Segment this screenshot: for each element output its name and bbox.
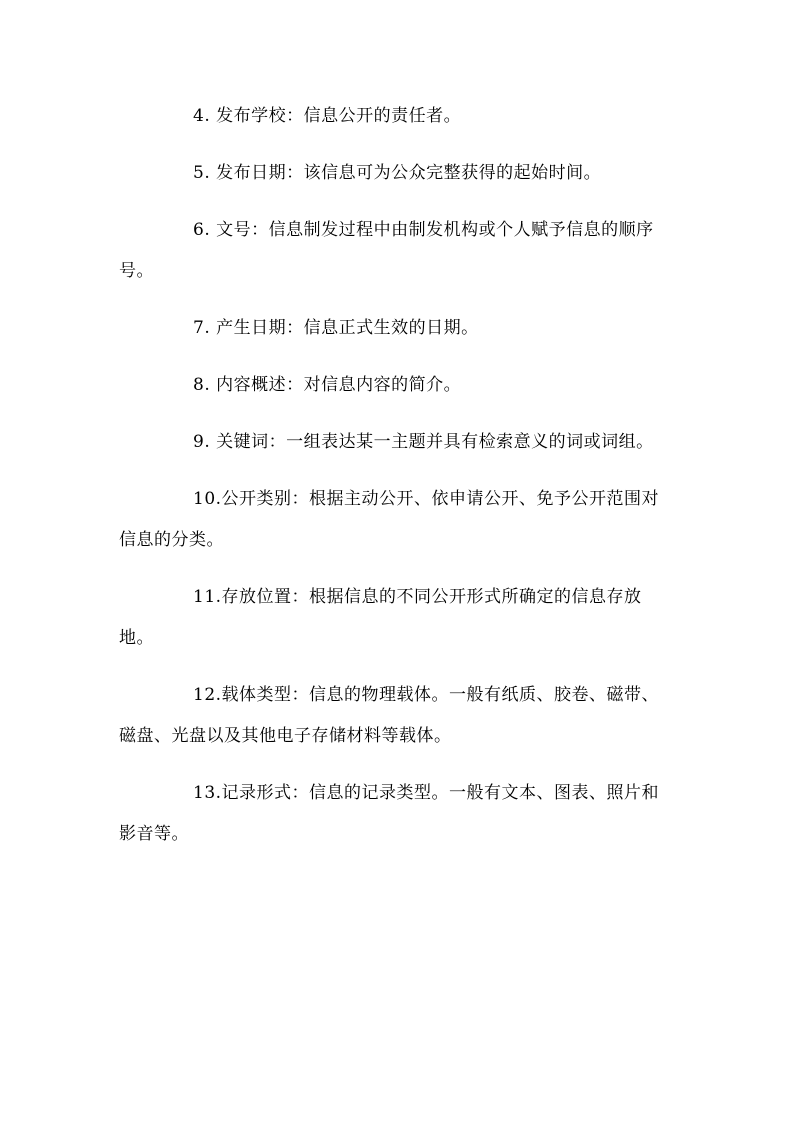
item-number: 10.: [193, 489, 222, 509]
list-item-13: [119, 773, 675, 855]
list-item-7: [119, 308, 675, 349]
list-item-12: [119, 675, 675, 757]
item-text: 公开类别：根据主动公开、依申请公开、免予公开范围对信息的分类。: [119, 489, 660, 550]
item-text: 发布学校：信息公开的责任者。: [216, 106, 462, 126]
list-item-11: [119, 577, 675, 659]
item-text: 内容概述：对信息内容的简介。: [216, 375, 462, 395]
item-text: 发布日期：该信息可为公众完整获得的起始时间。: [216, 163, 602, 183]
item-text: 文号：信息制发过程中由制发机构或个人赋予信息的顺序号。: [119, 220, 654, 281]
list-item-4: [119, 96, 675, 137]
item-number: 11.: [193, 587, 222, 607]
document-body: [119, 96, 675, 871]
item-text: 载体类型：信息的物理载体。一般有纸质、胶卷、磁带、磁盘、光盘以及其他电子存储材料等载体。: [119, 685, 660, 746]
item-number: 7.: [193, 318, 211, 338]
list-item-9: [119, 422, 675, 463]
item-number: 8.: [193, 375, 211, 395]
list-item-5: [119, 153, 675, 194]
item-text: 关键词：一组表达某一主题并具有检索意义的词或词组。: [216, 432, 654, 452]
item-number: 13.: [193, 783, 222, 803]
list-item-6: [119, 210, 675, 292]
item-number: 12.: [193, 685, 222, 705]
item-text: 记录形式：信息的记录类型。一般有文本、图表、照片和影音等。: [119, 783, 660, 844]
item-number: 9.: [193, 432, 211, 452]
list-item-10: [119, 479, 675, 561]
item-number: 5.: [193, 163, 211, 183]
item-number: 4.: [193, 106, 211, 126]
item-text: 产生日期：信息正式生效的日期。: [216, 318, 479, 338]
list-item-8: [119, 365, 675, 406]
item-number: 6.: [193, 220, 211, 240]
item-text: 存放位置：根据信息的不同公开形式所确定的信息存放地。: [119, 587, 642, 648]
